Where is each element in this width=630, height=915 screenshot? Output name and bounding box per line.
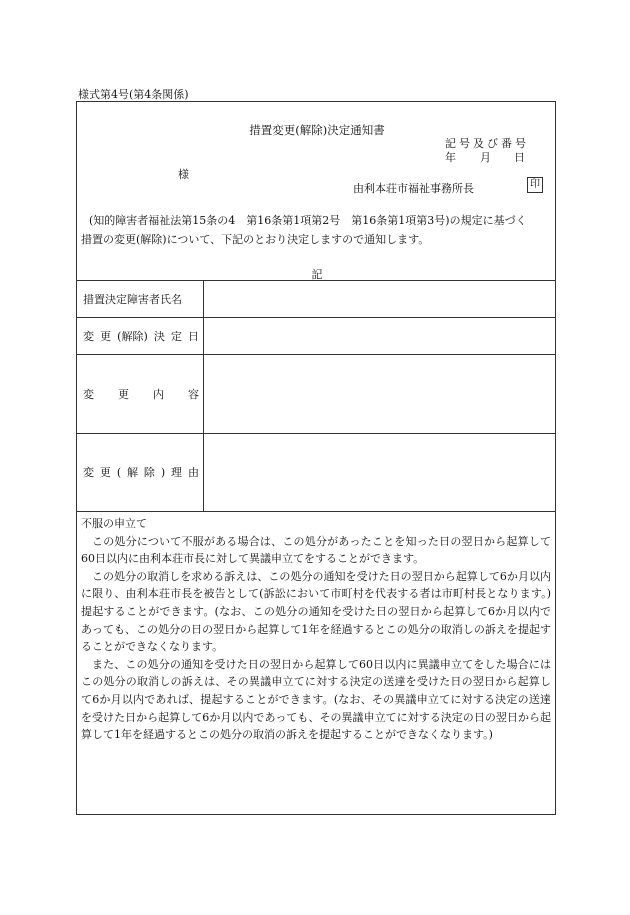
seal-mark: 印: [527, 177, 543, 193]
notice-form: [76, 101, 556, 815]
table-bottom-line: [77, 511, 555, 512]
year-label: 年: [445, 151, 456, 164]
row-label-change-reason: 変 更 ( 解 除 ) 理 由: [83, 465, 199, 479]
objection-paragraph-3: また、この処分の通知を受けた日の翌日から起算して60日以内に異議申立てをした場合にはこの処分の取消しの訴えは、その異議申立てに対する決定の送達を受けた日の翌日から起算して6か月以内であれば、提起することができます。(なお、その異議申立てに対する決定の送達を受けた日から起算して6か月以内であっても、その異議申立てに対する決定の日の翌日から起算して1年を経過するとこの処分の取消の訴えを提起することができなくなります。): [81, 657, 551, 742]
intro-line-2: 措置の変更(解除)について、下記のとおり決定しますので通知します。: [81, 233, 430, 246]
row-label-change-date: 変 更 (解除) 決 定 日: [83, 329, 199, 343]
day-label: 日: [514, 151, 525, 164]
date-labels: [445, 149, 525, 165]
issuer-name: 由利本荘市福祉事務所長: [353, 182, 474, 195]
addressee-suffix: 様: [178, 168, 189, 181]
document-title: 措置変更(解除)決定通知書: [249, 123, 385, 137]
row-label-name: 措置決定障害者氏名: [83, 292, 182, 306]
ki-label: 記: [311, 268, 323, 281]
objection-paragraph-1: この処分について不服がある場合は、この処分があったことを知った日の翌日から起算して60日以内に由利本荘市長に対して異議申立てをすることができます。: [81, 534, 551, 566]
row-label-change-content: 変 更 内 容: [83, 387, 199, 401]
objection-heading: 不服の申立て: [81, 517, 147, 530]
objection-section: [81, 515, 551, 744]
table-column-divider: [203, 280, 204, 511]
objection-paragraph-2: この処分の取消しを求める訴えは、この処分の通知を受けた日の翌日から起算して6か月以内に限り、由利本荘市長を被告として(訴訟において市町村を代表する者は市町村長となります。)提起することができます。(なお、この処分の通知を受けた日の翌日から起算して6か月以内であっても、この処分の日の翌日から起算して1年を経過するとこの処分の取消しの訴えを提起することができなくなります。: [81, 569, 551, 654]
form-number-label: 様式第4号(第4条関係): [78, 88, 189, 101]
intro-line-1: (知的障害者福祉法第15条の4 第16条第1項第2号 第16条第1項第3号)の規定に基づく: [89, 214, 527, 227]
month-label: 月: [480, 151, 491, 164]
reference-number-label: 記号及び番号: [445, 137, 529, 150]
